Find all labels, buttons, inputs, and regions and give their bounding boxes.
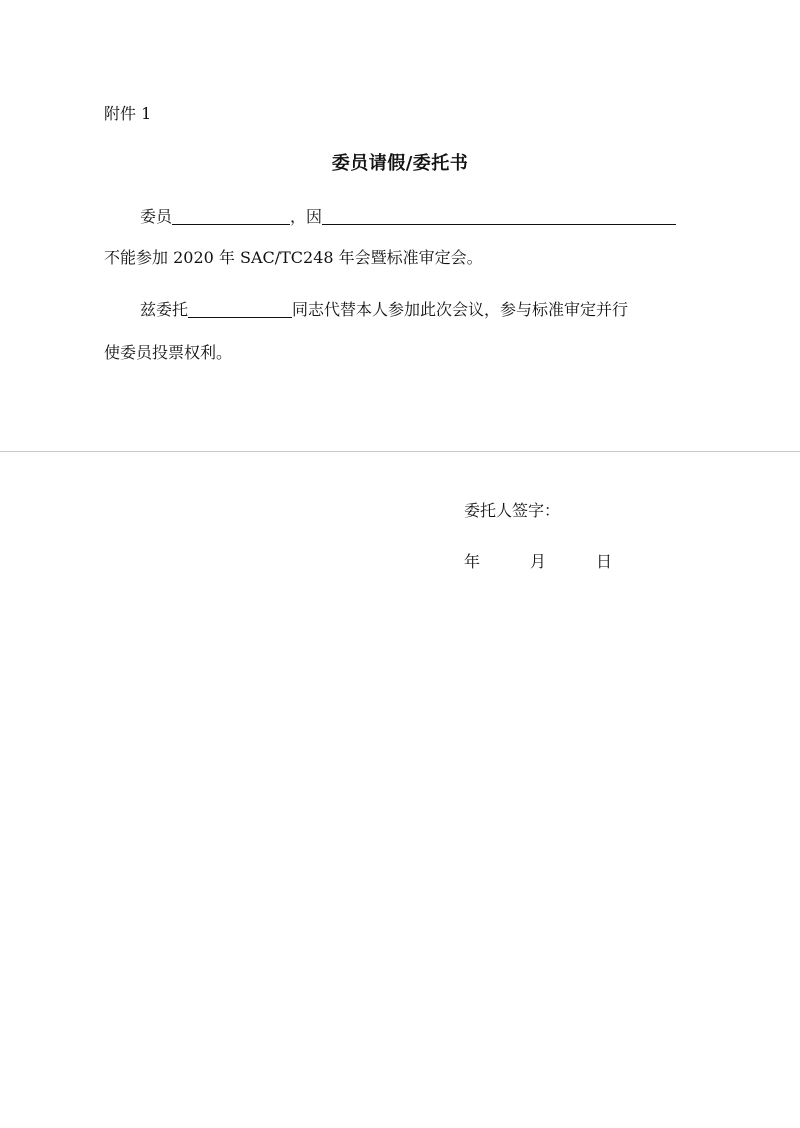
delegate-label: 兹委托: [140, 300, 189, 319]
member-name-blank[interactable]: [172, 206, 290, 225]
page-divider: [0, 451, 800, 452]
delegate-text: 同志代替本人参加此次会议，参与标准审定并行: [292, 300, 629, 319]
reason-blank[interactable]: [322, 206, 676, 225]
paragraph-2-line-1: [140, 298, 628, 322]
month-label: 月: [530, 552, 547, 571]
attachment-label: 附件 1: [104, 104, 152, 123]
paragraph-1-line-2: 不能参加 2020 年 SAC/TC248 年会暨标准审定会。: [104, 248, 483, 267]
document-title: 委员请假/委托书: [331, 153, 469, 174]
delegate-name-blank[interactable]: [188, 299, 292, 318]
paragraph-1-line-1: [140, 205, 676, 229]
paragraph-2-line-2: 使委员投票权利。: [104, 343, 233, 362]
reason-label: ，因: [290, 207, 323, 226]
day-label: 日: [596, 552, 613, 571]
member-label: 委员: [140, 207, 173, 226]
date-line: [464, 550, 612, 574]
year-label: 年: [464, 552, 481, 571]
signature-label: 委托人签字：: [464, 501, 561, 520]
